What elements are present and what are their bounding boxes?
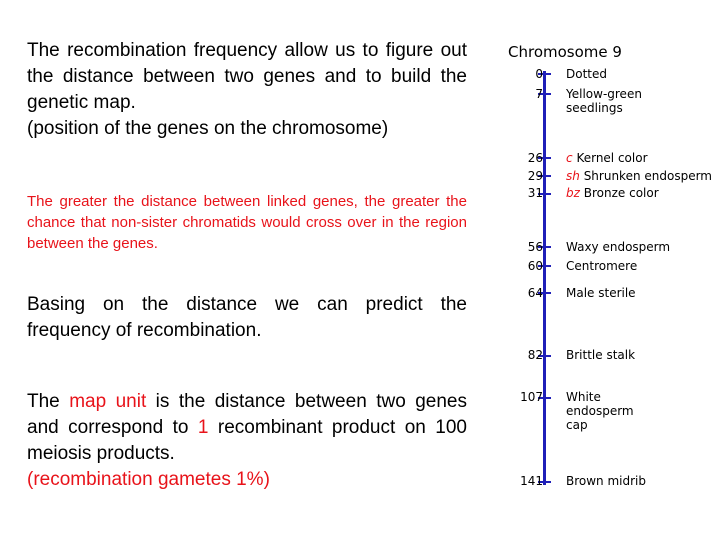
gene-yellow-green [566, 87, 642, 115]
map-position: 64 [527, 286, 543, 300]
number-one: 1 [197, 417, 209, 438]
paren-close: ) [263, 469, 270, 490]
text-segment: recombinant product on 100 meiosis products. [27, 417, 467, 464]
gene-label-line: seedlings [566, 101, 623, 115]
map-position: 29 [527, 169, 543, 183]
map-position: 26 [527, 151, 543, 165]
gene-bz [566, 186, 659, 200]
map-position: 107 [520, 390, 543, 404]
gene-brown-midrib: Brown midrib [566, 474, 647, 488]
text-segment: The [27, 391, 70, 412]
gene-sh [566, 169, 712, 183]
gene-symbol: sh [566, 169, 580, 183]
gene-waxy: Waxy endosperm [566, 240, 671, 254]
gene-label-line: Yellow-green [566, 87, 642, 101]
map-position: 56 [527, 240, 543, 254]
map-position: 0 [535, 67, 543, 81]
text-segment: is the distance between two genes and correspond to [27, 391, 467, 438]
map-position: 141 [520, 474, 543, 488]
map-position: 31 [527, 186, 543, 200]
gene-label-line: endosperm [566, 404, 634, 418]
map-unit-term: map unit [69, 391, 147, 412]
gene-label-line: White [566, 390, 601, 404]
gene-white-endosperm-cap [566, 390, 634, 432]
distance-paragraph: The greater the distance between linked genes, the greater the chance that non-sister chromatids would cross over in the region between the genes. [27, 193, 467, 252]
prediction-paragraph: Basing on the distance we can predict the frequency of recombination. [27, 294, 467, 341]
gene-label: Bronze color [583, 186, 659, 200]
map-position: 60 [527, 259, 543, 273]
gene-symbol: bz [566, 186, 580, 200]
map-unit-paragraph [27, 389, 467, 493]
intro-line: (position of the genes on the chromosome) [27, 118, 389, 139]
intro-line: The recombination frequency allow us to figure out the distance between two genes and to build the genetic map. [27, 40, 467, 113]
map-position: 82 [527, 348, 543, 362]
gene-brittle-stalk: Brittle stalk [566, 348, 636, 362]
map-position: 7 [535, 87, 543, 101]
gene-dotted: Dotted [566, 67, 607, 81]
paren-open: ( [27, 469, 34, 490]
gene-c [566, 151, 648, 165]
intro-paragraph [27, 38, 467, 142]
gene-label: Kernel color [576, 151, 648, 165]
chromosome-line [543, 71, 546, 485]
recombination-gametes: recombination gametes 1% [33, 469, 264, 490]
gene-symbol: c [566, 151, 573, 165]
chromosome-title: Chromosome 9 [508, 43, 622, 61]
gene-label-line: cap [566, 418, 588, 432]
gene-label: Shrunken endosperm [583, 169, 712, 183]
gene-male-sterile: Male sterile [566, 286, 636, 300]
centromere-label: Centromere [566, 259, 638, 273]
